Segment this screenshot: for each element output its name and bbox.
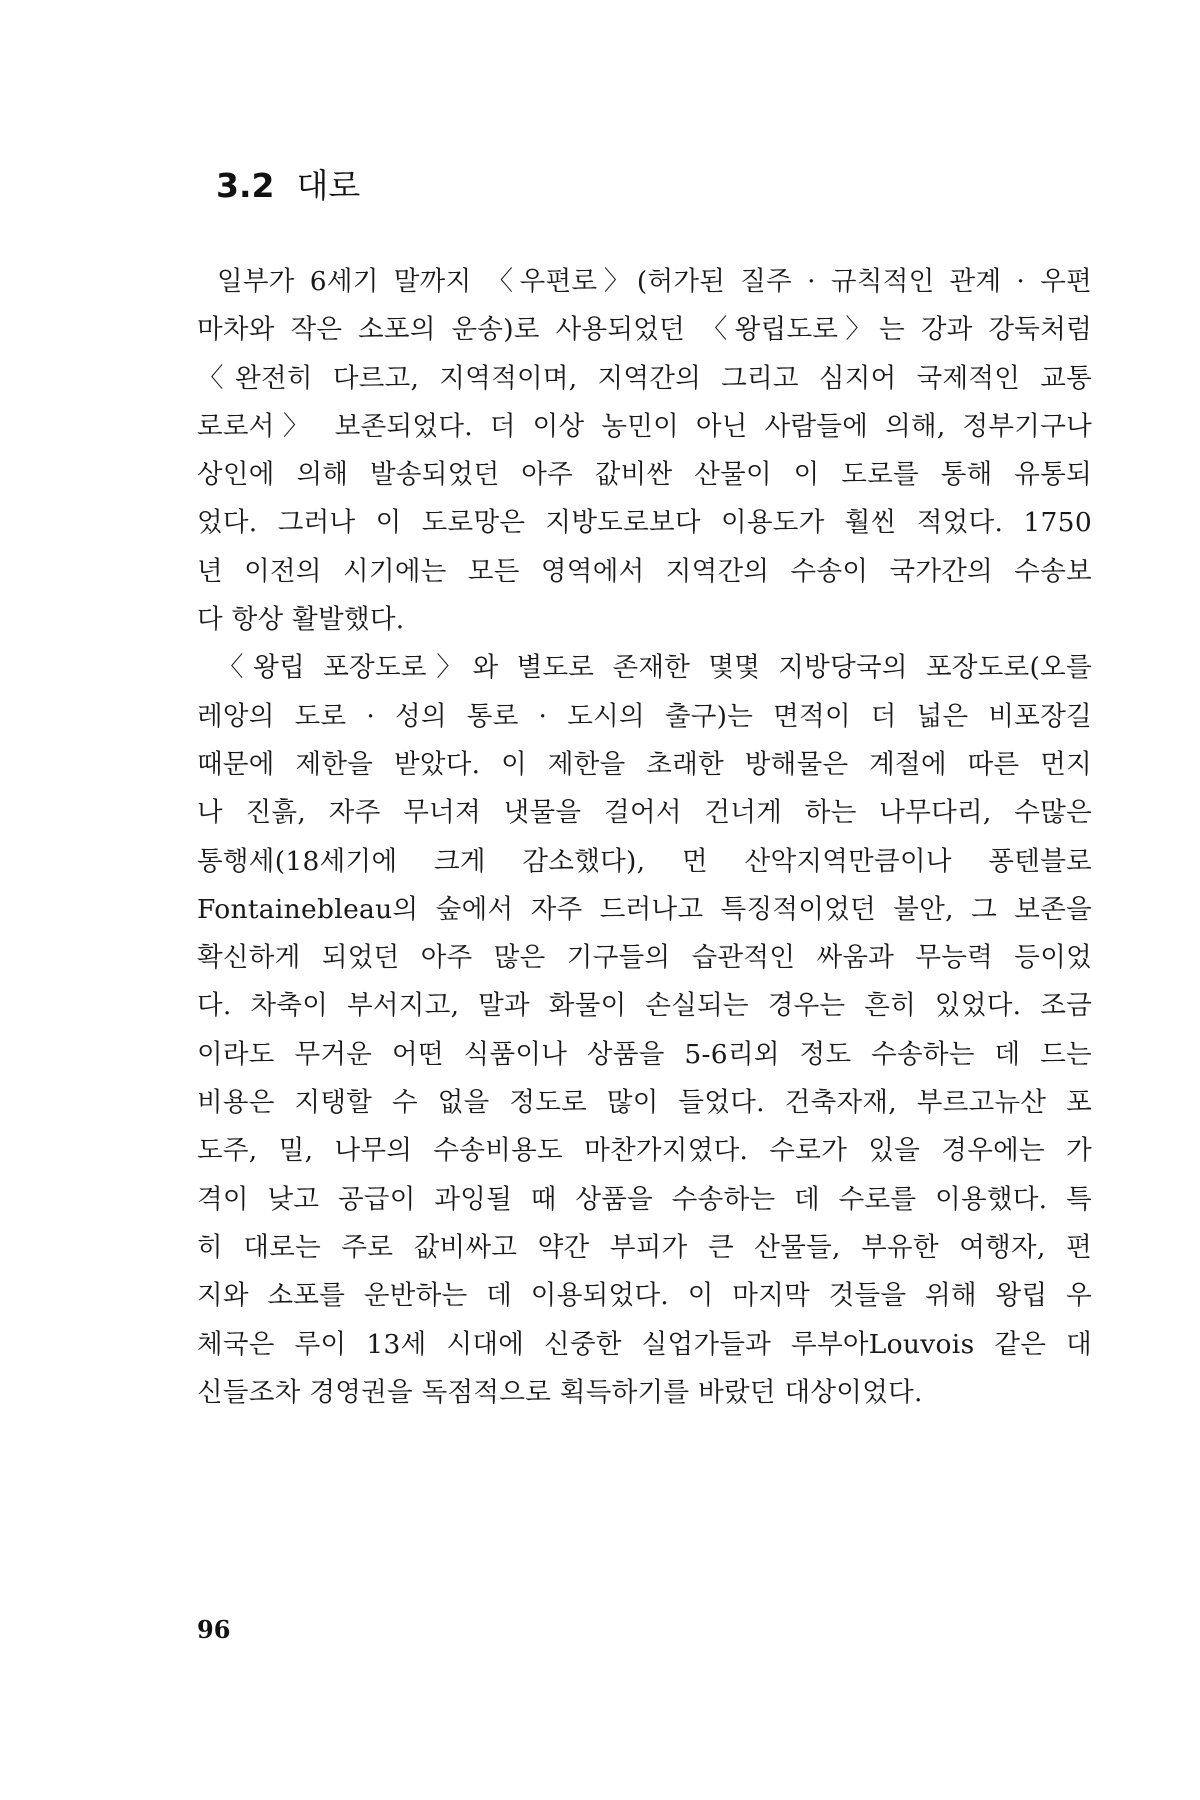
text-line: 년 이전의 시기에는 모든 영역에서 지역간의 수송이 국가간의 수송보 xyxy=(197,555,1092,587)
text-line: 일부가 6세기 말까지 〈우편로〉(허가된 질주 · 규칙적인 관계 · 우편 xyxy=(217,266,1092,297)
text-line: 레앙의 도로 · 성의 통로 · 도시의 출구)는 면적이 더 넓은 비포장길 xyxy=(197,700,1092,732)
text-line: 상인에 의해 발송되었던 아주 값비싼 산물이 이 도로를 통해 유통되 xyxy=(197,459,1092,491)
text-line: 히 대로는 주로 값비싸고 약간 부피가 큰 산물들, 부유한 여행자, 편 xyxy=(197,1231,1092,1263)
text-line: 통행세(18세기에 크게 감소했다), 먼 산악지역만큼이나 퐁텐블로 xyxy=(197,845,1092,877)
text-line: 격이 낮고 공급이 과잉될 때 상품을 수송하는 데 수로를 이용했다. 특 xyxy=(197,1183,1092,1215)
text-line: 었다. 그러나 이 도로망은 지방도로보다 이용도가 훨씬 적었다. 1750 xyxy=(197,507,1092,539)
paragraph-2 xyxy=(197,644,1092,1417)
text-line: 도주, 밀, 나무의 수송비용도 마찬가지였다. 수로가 있을 경우에는 가 xyxy=(197,1135,1092,1167)
section-title: 대로 xyxy=(296,166,361,205)
text-line: 이라도 무거운 어떤 식품이나 상품을 5-6리외 정도 수송하는 데 드는 xyxy=(197,1038,1092,1070)
text-line: 〈왕립 포장도로〉와 별도로 존재한 몇몇 지방당국의 포장도로(오를 xyxy=(217,652,1092,684)
text-line: 체국은 루이 13세 시대에 신중한 실업가들과 루부아Louvois 같은 대 xyxy=(197,1328,1092,1360)
text-line: 로로서〉 보존되었다. 더 이상 농민이 아닌 사람들에 의해, 정부기구나 xyxy=(197,410,1092,442)
text-line: Fontainebleau의 숲에서 자주 드러나고 특징적이었던 불안, 그 보존을 xyxy=(197,893,1092,925)
text-line: 확신하게 되었던 아주 많은 기구들의 습관적인 싸움과 무능력 등이었 xyxy=(197,942,1092,974)
text-line: 마차와 작은 소포의 운송)로 사용되었던 〈왕립도로〉는 강과 강둑처럼 xyxy=(197,314,1092,346)
section-heading xyxy=(216,160,360,207)
paragraph-1 xyxy=(197,258,1092,644)
section-number: 3.2 xyxy=(216,166,275,205)
text-line: 때문에 제한을 받았다. 이 제한을 초래한 방해물은 계절에 따른 먼지 xyxy=(197,748,1092,780)
page-number: 96 xyxy=(197,1615,231,1644)
text-line: 나 진흙, 자주 무너져 냇물을 걸어서 건너게 하는 나무다리, 수많은 xyxy=(197,797,1092,829)
body-text xyxy=(197,258,1092,1417)
text-line: 신들조차 경영권을 독점적으로 획득하기를 바랐던 대상이었다. xyxy=(197,1376,923,1408)
text-line: 다 항상 활발했다. xyxy=(197,604,405,636)
text-line: 〈완전히 다르고, 지역적이며, 지역간의 그리고 심지어 국제적인 교통 xyxy=(197,362,1092,394)
text-line: 다. 차축이 부서지고, 말과 화물이 손실되는 경우는 흔히 있었다. 조금 xyxy=(197,990,1092,1022)
text-line: 지와 소포를 운반하는 데 이용되었다. 이 마지막 것들을 위해 왕립 우 xyxy=(197,1280,1092,1312)
text-line: 비용은 지탱할 수 없을 정도로 많이 들었다. 건축자재, 부르고뉴산 포 xyxy=(197,1087,1092,1119)
